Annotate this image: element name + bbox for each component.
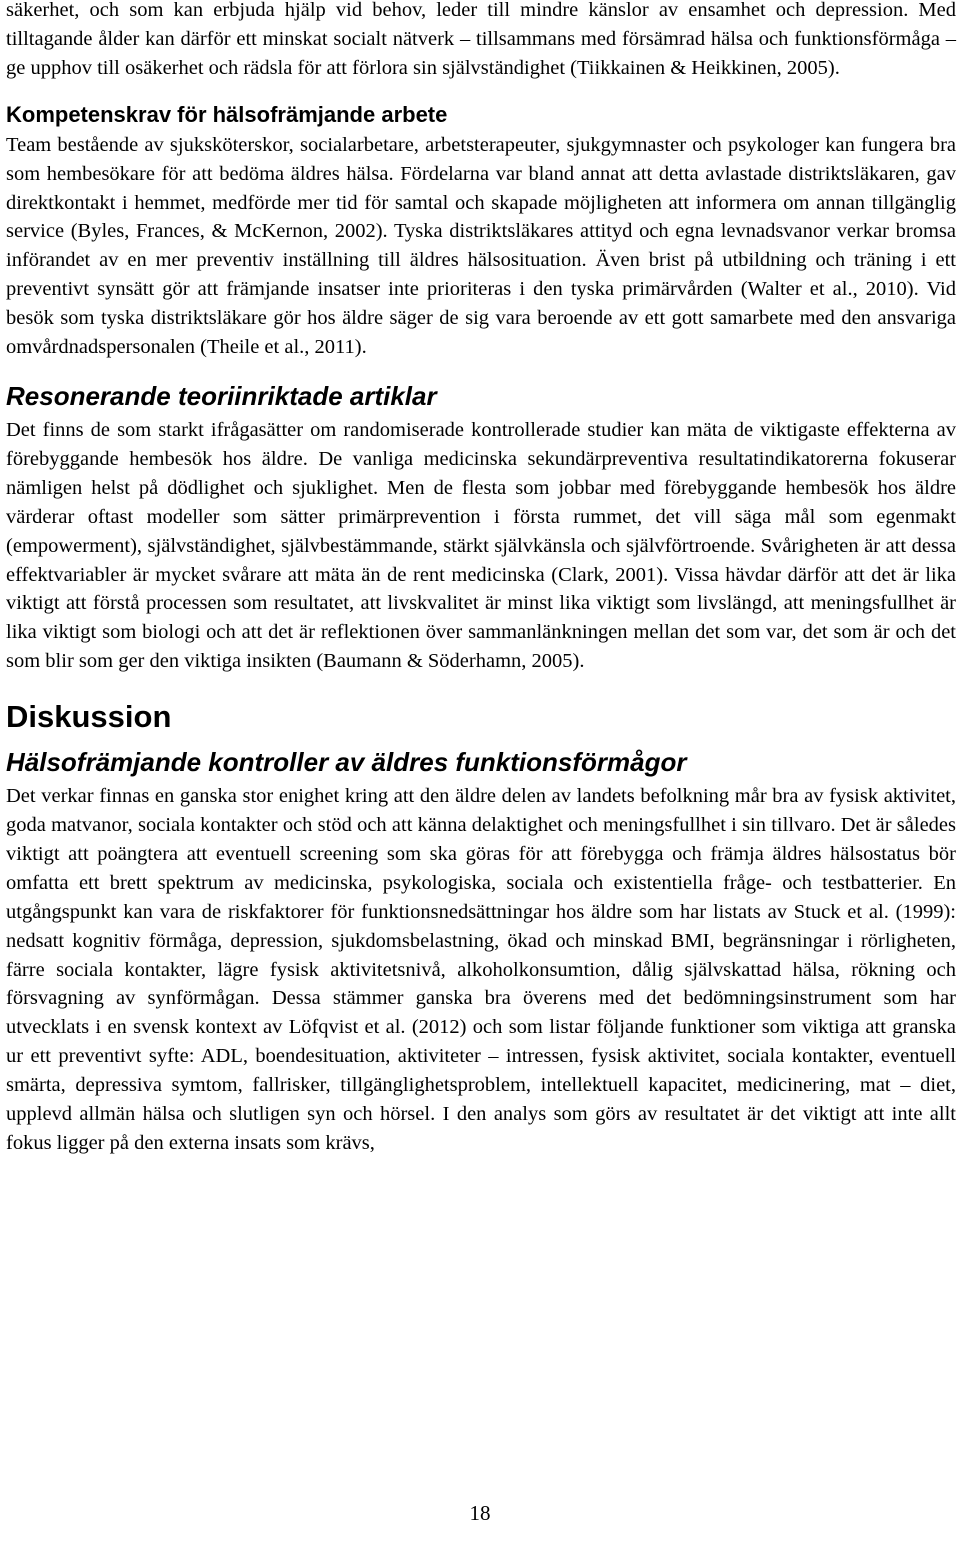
document-page (6, 0, 956, 1158)
page-number: 18 (469, 1501, 491, 1525)
heading-resonerande: Resonerande teoriinriktade artiklar (6, 380, 437, 411)
kompetenskrav-paragraph: Team bestående av sjuksköterskor, socialarbetare, arbetsterapeuter, sjukgymnaster och psykologer kan fungera bra som hembesökare för att bedöma äldres hälsa. Fördelarna var bland annat att detta avlastade distriktsläkaren, gav direktkontakt i hemmet, medförde mer tid för samtal och skapade möjligheten att informera om annan tillgänglig service (Byles, Frances, & McKernon, 2002). Tyska distriktsläkares attityd och egna levnadsvanor verkar bromsa införandet av en mer preventiv inställning till äldres hälsosituation. Även brist på utbildning och träning i ett preventivt synsätt gör att främjande insatser inte prioriteras i den tyska primärvården (Walter et al., 2010). Vid besök som tyska distriktsläkare gör hos äldre säger de sig vara beroende av ett gott samarbete med den ansvariga omvårdnadspersonalen (Theile et al., 2011). (6, 133, 956, 359)
heading-kompetenskrav: Kompetenskrav för hälsofrämjande arbete (6, 101, 448, 127)
heading-diskussion: Diskussion (6, 699, 172, 735)
heading-halsoframjande: Hälsofrämjande kontroller av äldres funktionsförmågor (6, 747, 687, 778)
diskussion-paragraph: Det verkar finnas en ganska stor enighet kring att den äldre delen av landets befolkning mår bra av fysisk aktivitet, goda matvanor, sociala kontakter och stöd och att känna delaktighet och meningsfullhet i sin tillvaro. Det är således viktigt att poängtera att eventuell screening som ska göras för att förebygga och främja äldres hälsostatus bör omfatta ett brett spektrum av medicinska, psykologiska, sociala och existentiella fråge- och testbatterier. En utgångspunkt kan vara de riskfaktorer för funktionsnedsättningar hos äldre som har listats av Stuck et al. (1999): nedsatt kognitiv förmåga, depression, sjukdomsbelastning, ökad och minskad BMI, begränsningar i rörligheten, färre sociala kontakter, lägre fysisk aktivitetsnivå, alkoholkonsumtion, dålig självskattad hälsa, rökning och försvagning av synförmågan. Dessa stämmer ganska bra överens med det bedömningsinstrument som har utvecklats i en svensk kontext av Löfqvist et al. (2012) och som listar följande funktioner som viktiga att granska ur ett preventivt syfte: ADL, boendesituation, aktiviteter – intressen, fysisk aktivitet, sociala kontakter, eventuell smärta, depressiva symtom, fallrisker, tillgänglighetsproblem, intellektuell kapacitet, medicinering, mat – diet, upplevd allmän hälsa och slutligen syn och hörsel. I den analys som görs av resultatet är det viktigt att inte allt fokus ligger på den externa insats som krävs, (6, 785, 956, 1154)
resonerande-paragraph: Det finns de som starkt ifrågasätter om randomiserade kontrollerade studier kan mäta de viktigaste effekterna av förebyggande hembesök hos äldre. De vanliga medicinska sekundärpreventiva resultatindikatorerna fokuserar nämligen helst på dödlighet och sjuklighet. Men de flesta som jobbar med förebyggande hembesök hos äldre värderar oftast modeller som sätter primärprevention i första rummet, det vill säga mål som egenmakt (empowerment), självständighet, självbestämmande, stärkt självkänsla och självförtroende. Svårigheten är att dessa effektvariabler är mycket svårare att mäta än de rent medicinska (Clark, 2001). Vissa hävdar därför att det är lika viktigt att förstå processen som resultatet, att livskvalitet är minst lika viktigt som livslängd, att meningsfullhet är lika viktigt som biologi och att det är reflektionen över sammanlänkningen mellan det som var, det som är och det som blir som ger den viktiga insikten (Baumann & Söderhamn, 2005). (6, 418, 956, 673)
intro-paragraph: säkerhet, och som kan erbjuda hjälp vid behov, leder till mindre känslor av ensamhet och depression. Med tilltagande ålder kan därför ett minskat socialt nätverk – tillsammans med försämrad hälsa och funktionsförmåga – ge upphov till osäkerhet och rädsla för att förlora sin självständighet (Tiikkainen & Heikkinen, 2005). (6, 0, 956, 79)
